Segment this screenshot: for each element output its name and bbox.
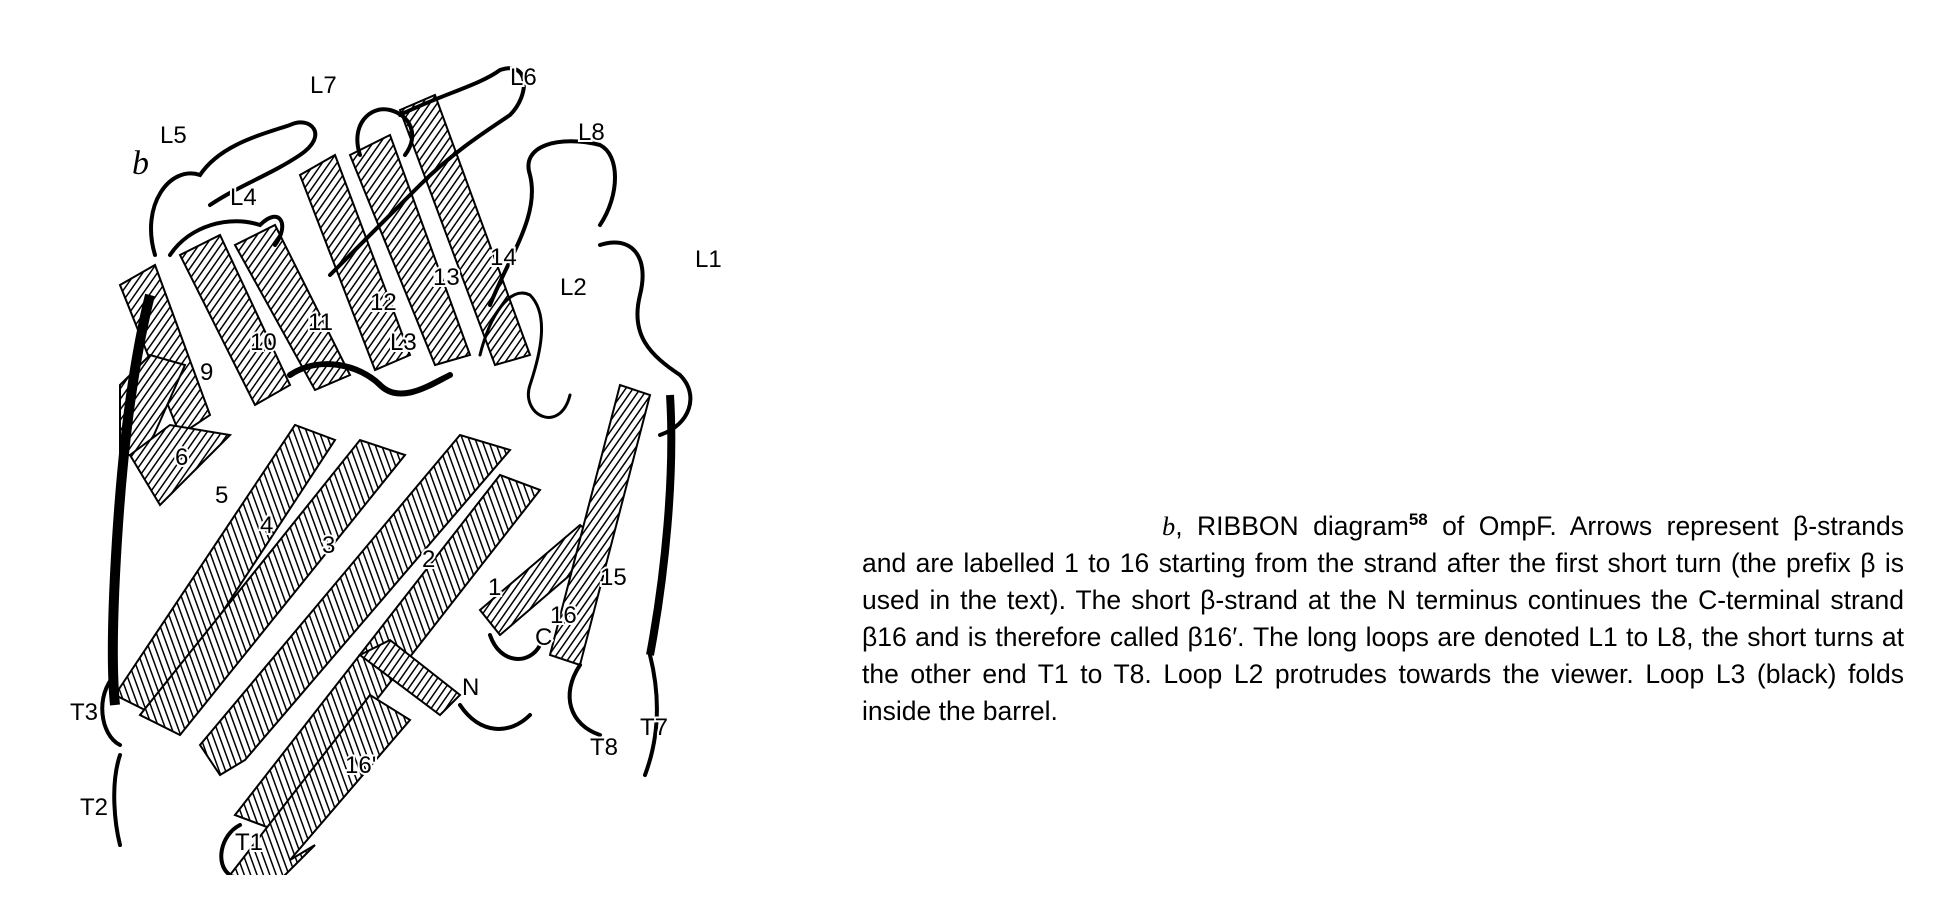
label-c-terminus: C	[535, 624, 553, 651]
caption-body: of OmpF. Arrows represent β-strands and are labelled 1 to 16 starting from the strand after the first short turn (the prefix β is used in the text). The short β-strand at the N terminus continues the C-terminal strand β16 and is therefore called β16′. The long loops are denoted L1 to L8, the short turns at the other end T1 to T8. Loop L2 protrudes towards the viewer. Loop L3 (black) folds inside the barrel.	[862, 511, 1904, 726]
label-strand-2: 2	[422, 546, 436, 573]
turn-t8	[570, 665, 600, 735]
label-strand-16-prime: 16'	[345, 752, 377, 779]
barrel-edge	[113, 295, 150, 705]
label-t7: T7	[640, 714, 669, 741]
ribbon-diagram-figure	[60, 55, 760, 875]
caption-lead: , RIBBON diagram	[1175, 511, 1409, 541]
label-strand-1: 1	[488, 574, 502, 601]
label-l4: L4	[230, 184, 257, 211]
loop-c-term	[490, 635, 540, 659]
caption-panel-letter: b	[1162, 511, 1176, 541]
label-strand-11: 11	[308, 309, 333, 336]
label-strand-9: 9	[200, 359, 214, 386]
figure-caption	[862, 508, 1904, 730]
label-t3: T3	[70, 699, 99, 726]
label-l7: L7	[310, 72, 337, 99]
label-l2: L2	[560, 274, 587, 301]
loop-l8	[490, 141, 615, 305]
label-l8: L8	[578, 119, 605, 146]
label-l5: L5	[160, 122, 187, 149]
label-strand-10: 10	[250, 329, 277, 356]
caption-reference: 58	[1408, 510, 1428, 529]
label-strand-6: 6	[175, 444, 189, 471]
label-strand-14: 14	[490, 244, 517, 271]
loop-n-term	[460, 705, 530, 729]
figure-panel-letter: b	[132, 145, 149, 182]
label-t8: T8	[590, 734, 619, 761]
label-strand-5: 5	[215, 482, 229, 509]
label-strand-3: 3	[322, 532, 336, 559]
label-t2: T2	[80, 794, 109, 821]
label-n-terminus: N	[462, 674, 480, 701]
label-strand-16: 16	[550, 602, 577, 629]
turn-t2	[114, 755, 120, 845]
ribbon-diagram-svg	[60, 55, 760, 875]
label-t1: T1	[235, 829, 264, 856]
label-strand-12: 12	[370, 289, 397, 316]
label-strand-4: 4	[260, 512, 274, 539]
label-l1: L1	[695, 246, 722, 273]
label-l6: L6	[510, 64, 537, 91]
label-l3: L3	[390, 329, 417, 356]
label-strand-15: 15	[600, 564, 627, 591]
label-strand-13: 13	[433, 264, 460, 291]
